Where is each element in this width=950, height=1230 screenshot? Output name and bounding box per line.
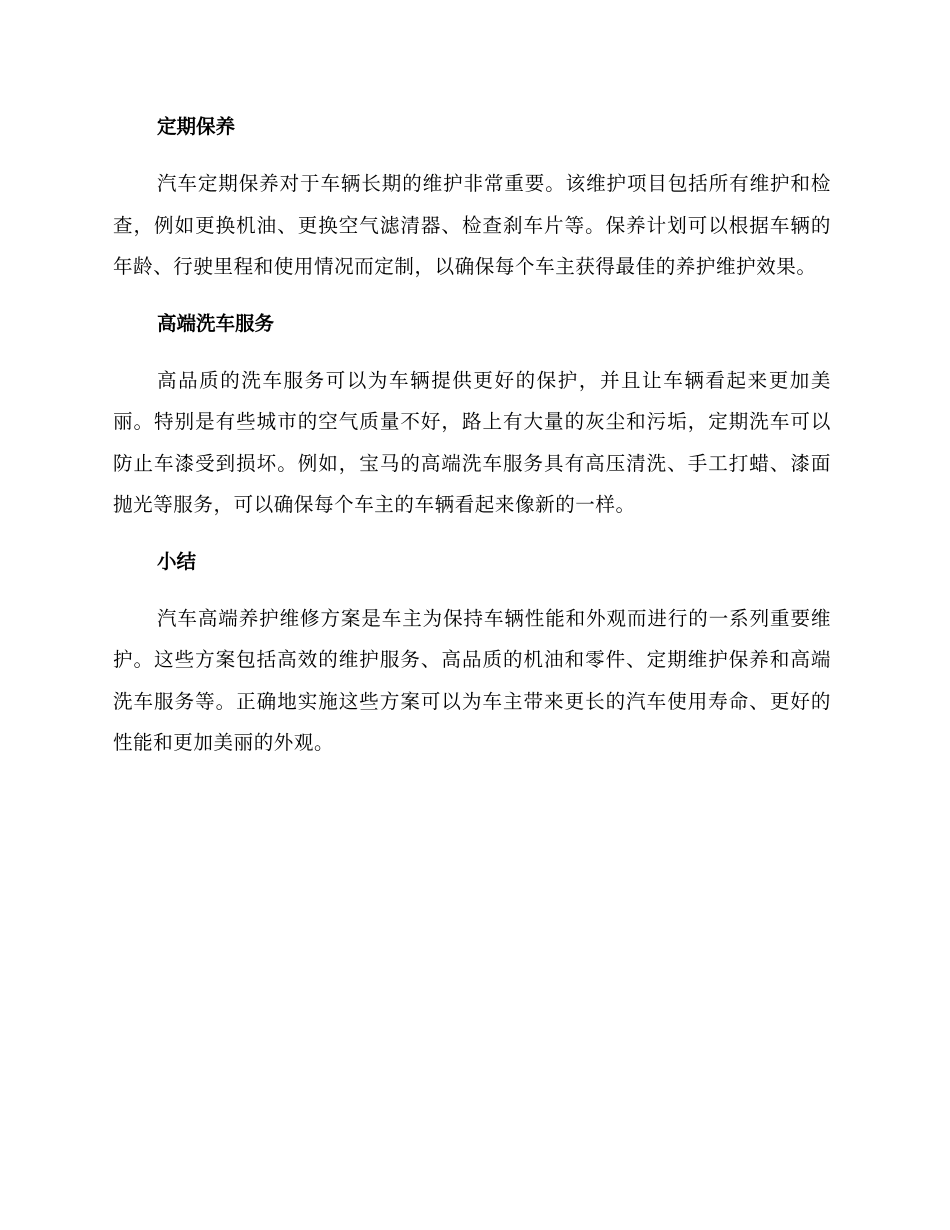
document-content xyxy=(113,108,831,781)
section-heading: 小结 xyxy=(157,549,197,573)
section-paragraph: 高品质的洗车服务可以为车辆提供更好的保护，并且让车辆看起来更加美丽。特别是有些城市的空气质量不好，路上有大量的灰尘和污垢，定期洗车可以防止车漆受到损坏。例如，宝马的高端洗车服务具有高压清洗、手工打蜡、漆面抛光等服务，可以确保每个车主的车辆看起来像新的一样。 xyxy=(113,368,831,516)
section-heading: 高端洗车服务 xyxy=(157,311,275,335)
section-paragraph: 汽车定期保养对于车辆长期的维护非常重要。该维护项目包括所有维护和检查，例如更换机油、更换空气滤清器、检查刹车片等。保养计划可以根据车辆的年龄、行驶里程和使用情况而定制，以确保每个车主获得最佳的养护维护效果。 xyxy=(113,172,831,278)
section-heading: 定期保养 xyxy=(157,115,236,138)
section-premium-car-wash xyxy=(113,305,831,526)
section-paragraph: 汽车高端养护维修方案是车主为保持车辆性能和外观而进行的一系列重要维护。这些方案包括高效的维护服务、高品质的机油和零件、定期维护保养和高端洗车服务等。正确地实施这些方案可以为车主带来更长的汽车使用寿命、更好的性能和更加美丽的外观。 xyxy=(113,606,831,754)
section-regular-maintenance xyxy=(113,108,831,288)
section-summary xyxy=(113,543,831,764)
